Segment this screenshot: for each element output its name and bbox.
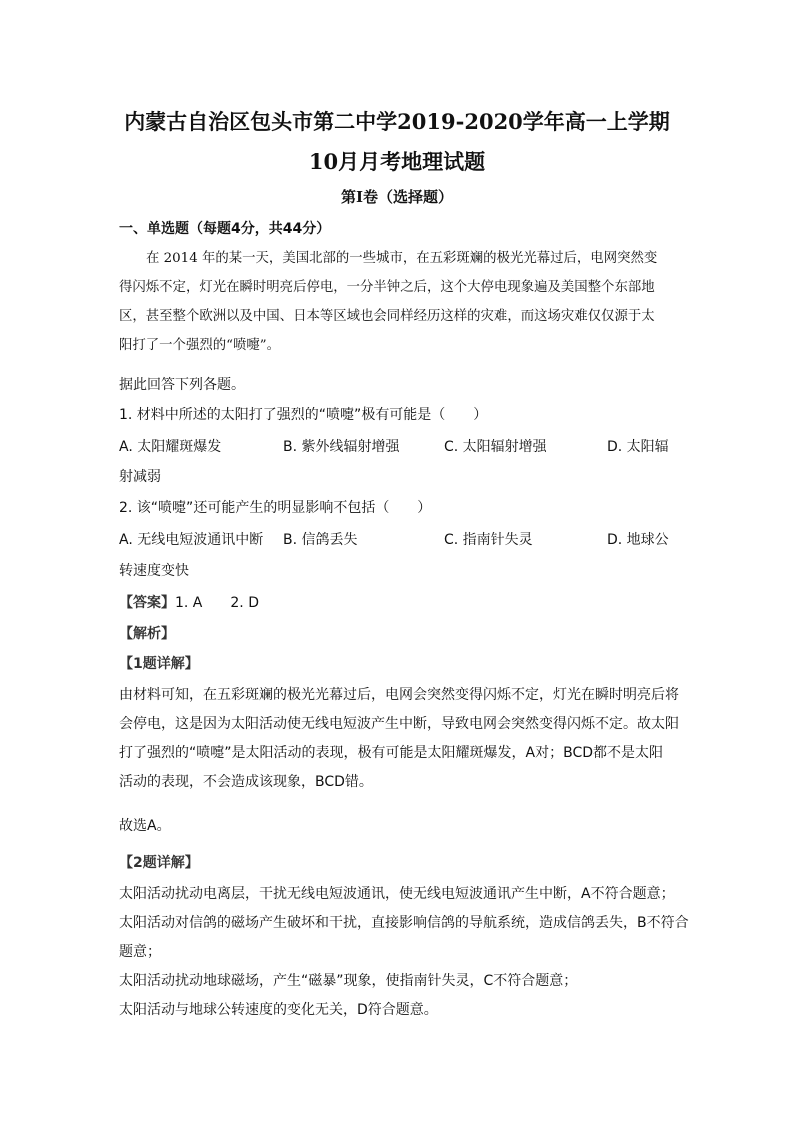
detail-1-line: 由材料可知，在五彩斑斓的极光光幕过后，电网会突然变得闪烁不定，灯光在瞬时明亮后将 xyxy=(119,687,679,703)
passage-line: 在 2014 年的某一天，美国北部的一些城市，在五彩斑斓的极光光幕过后，电网突然变 xyxy=(146,251,658,266)
question-2-stem: 2. 该“喷嚏”还可能产生的明显影响不包括（ ） xyxy=(119,500,432,516)
detail-2-line: 题意； xyxy=(119,944,161,960)
answer-value: 1. A 2. D xyxy=(175,595,259,611)
question-1-option-b: B. 紫外线辐射增强 xyxy=(283,439,400,455)
detail-1-body xyxy=(119,681,679,797)
detail-2-body xyxy=(119,880,689,1025)
analysis-label: 【解析】 xyxy=(119,626,175,642)
passage-line: 区，甚至整个欧洲以及中国、日本等区域也会同样经历这样的灾难，而这场灾难仅仅源于太 xyxy=(119,309,655,324)
question-1-option-a: A. 太阳耀斑爆发 xyxy=(119,439,222,455)
detail-2-label: 【2题详解】 xyxy=(119,855,199,871)
question-2-option-a: A. 无线电短波通讯中断 xyxy=(119,532,264,548)
detail-2-line: 太阳活动对信鸽的磁场产生破坏和干扰，直接影响信鸽的导航系统，造成信鸽丢失，B不符合 xyxy=(119,915,689,931)
detail-2-line: 太阳活动与地球公转速度的变化无关，D符合题意。 xyxy=(119,1002,438,1018)
detail-2-line: 太阳活动扰动电离层，干扰无线电短波通讯，使无线电短波通讯产生中断，A不符合题意； xyxy=(119,886,675,902)
passage-line: 阳打了一个强烈的“喷嚏”。 xyxy=(119,338,280,353)
detail-1-label: 【1题详解】 xyxy=(119,656,199,672)
detail-1-line: 活动的表现，不会造成该现象，BCD错。 xyxy=(119,774,373,790)
question-2-option-d: D. 地球公 xyxy=(607,532,669,548)
question-2-option-c: C. 指南针失灵 xyxy=(444,532,533,548)
reading-passage xyxy=(119,244,679,360)
question-1-stem: 1. 材料中所述的太阳打了强烈的“喷嚏”极有可能是（ ） xyxy=(119,407,488,423)
answer-label: 【答案】 xyxy=(119,595,175,611)
section-heading: 一、单选题（每题4分，共44分） xyxy=(119,221,331,237)
doc-title-line1: 内蒙古自治区包头市第二中学2019-2020学年高一上学期 xyxy=(124,109,670,134)
detail-1-line: 打了强烈的“喷嚏”是太阳活动的表现，极有可能是太阳耀斑爆发，A对；BCD都不是太阳 xyxy=(119,745,663,761)
answer-row xyxy=(119,592,259,612)
volume-heading: 第I卷（选择题） xyxy=(340,188,454,206)
question-1-option-d-wrap: 射减弱 xyxy=(119,469,161,485)
passage-line: 得闪烁不定，灯光在瞬时明亮后停电，一分半钟之后，这个大停电现象遍及美国整个东部地 xyxy=(119,280,655,295)
detail-2-line: 太阳活动扰动地球磁场，产生“磁暴”现象，使指南针失灵，C不符合题意； xyxy=(119,973,578,989)
question-1-option-c: C. 太阳辐射增强 xyxy=(444,439,547,455)
detail-1-line: 会停电，这是因为太阳活动使无线电短波产生中断，导致电网会突然变得闪烁不定。故太阳 xyxy=(119,716,679,732)
question-1-option-d: D. 太阳辐 xyxy=(607,439,669,455)
question-2-option-b: B. 信鸽丢失 xyxy=(283,532,358,548)
question-2-option-d-wrap: 转速度变快 xyxy=(119,563,189,579)
detail-1-conclusion: 故选A。 xyxy=(119,818,171,834)
doc-title-line2: 10月月考地理试题 xyxy=(308,149,486,174)
instruction-text: 据此回答下列各题。 xyxy=(119,377,245,393)
